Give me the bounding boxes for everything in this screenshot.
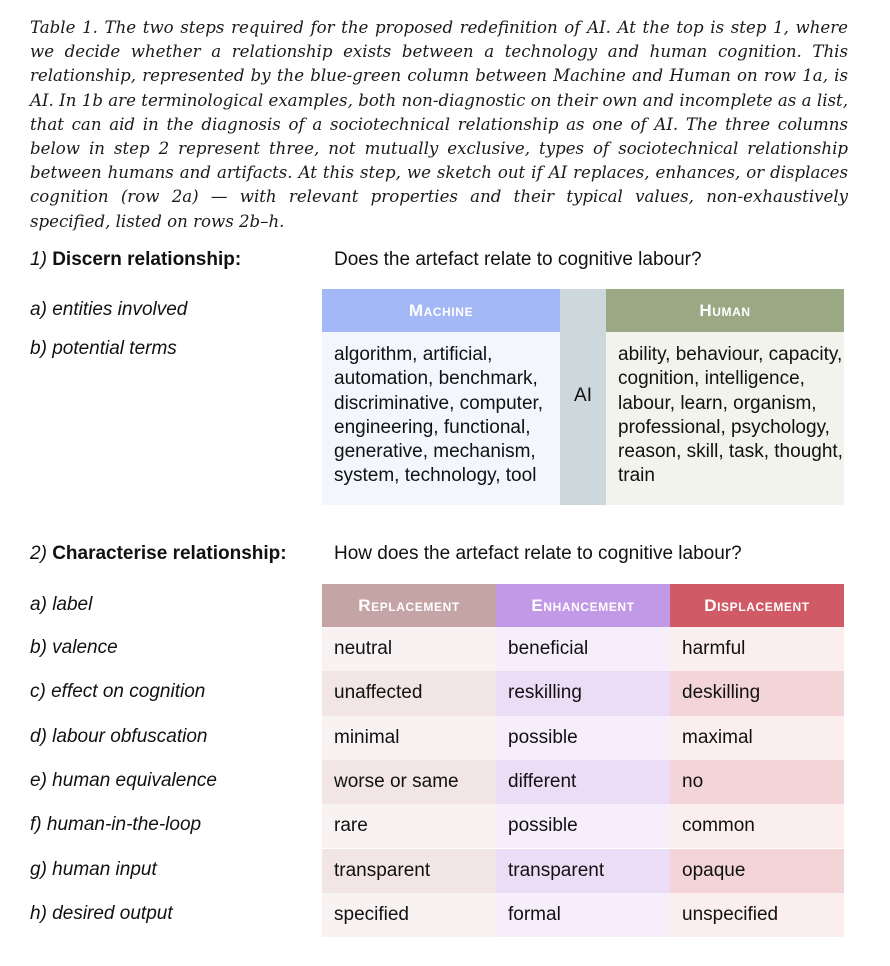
table-cell-enhancement: possible [496,716,670,760]
displacement-header: Displacement [670,584,844,627]
row-key: e) [30,769,47,791]
step1-heading [30,249,241,271]
step2-row-label [30,859,157,881]
machine-terms: algorithm, artificial, automation, benchmark, discriminative, computer, engineering, functional, generative, mechanism, system, technology, tool [322,332,560,505]
table-cell-enhancement: formal [496,893,670,937]
step2-row-label [30,814,201,836]
table-cell-replacement: unaffected [322,671,496,715]
step2-row-a-label: a) label [30,594,93,615]
step2-row-label [30,903,173,925]
replacement-header: Replacement [322,584,496,627]
table-cell-displacement: maximal [670,716,844,760]
step2-number: 2) [30,543,47,564]
row-label-text: valence [46,637,118,658]
step2-question: How does the artefact relate to cognitive labour? [334,543,742,564]
row-key: g) [30,858,47,880]
row-key: b) [30,637,47,658]
step1-question: Does the artefact relate to cognitive labour? [334,249,702,270]
step2-title: Characterise relationship: [52,543,287,564]
step2-row-label [30,770,217,792]
table-cell-enhancement: different [496,760,670,804]
table-cell-replacement: neutral [322,627,496,671]
row-label-text: human-in-the-loop [41,814,202,836]
table-cell-enhancement: reskilling [496,671,670,715]
step1-row-a-label: a) entities involved [30,299,188,320]
table-cell-replacement: rare [322,804,496,848]
step2-row-label [30,681,205,703]
row-label-text: human equivalence [46,769,217,791]
ai-column [560,289,606,505]
table-cell-enhancement: possible [496,804,670,848]
human-header: Human [606,289,844,332]
table-cell-displacement: deskilling [670,671,844,715]
table-cell-enhancement: beneficial [496,627,670,671]
table-cell-enhancement: transparent [496,849,670,893]
table-cell-displacement: opaque [670,849,844,893]
table-caption: Table 1. The two steps required for the proposed redefinition of AI. At the top is step 1, where we decide whether a relationship exists between a technology and human cognition. This relationship, represented by the blue-green column between Machine and Human on row 1a, is AI. In 1b are terminological examples, both non-diagnostic on their own and incomplete as a list, that can aid in the diagnosis of a sociotechnical relationship as one of AI. The three columns below in step 2 represent three, not mutually exclusive, types of sociotechnical relationship between humans and artifacts. At this step, we sketch out if AI replaces, enhances, or displaces cognition (row 2a) — with relevant properties and their typical values, non-exhaustively specified, listed on rows 2b–h. [30,18,848,231]
row-key: d) [30,725,47,747]
step2-row-label [30,637,118,659]
step2-row-label [30,726,207,748]
ai-label: AI [574,385,592,406]
table-cell-displacement: harmful [670,627,844,671]
row-key: f) [30,814,42,836]
row-label-text: effect on cognition [45,681,206,703]
row-label-text: desired output [46,902,173,924]
table-cell-replacement: specified [322,893,496,937]
table-cell-displacement: no [670,760,844,804]
step1-number: 1) [30,249,47,270]
row-label-text: labour obfuscation [46,725,208,747]
table-cell-replacement: minimal [322,716,496,760]
row-label-text: human input [46,858,157,880]
step1-title: Discern relationship: [52,249,242,270]
table-cell-displacement: common [670,804,844,848]
enhancement-header: Enhancement [496,584,670,627]
row-key: c) [30,681,46,703]
table-cell-displacement: unspecified [670,893,844,937]
row-key: h) [30,902,47,924]
machine-header: Machine [322,289,560,332]
step1-row-b-label: b) potential terms [30,338,177,359]
table-cell-replacement: worse or same [322,760,496,804]
step2-heading [30,543,287,565]
human-terms: ability, behaviour, capacity, cognition, intelligence, labour, learn, organism, professional, psychology, reason, skill, task, thought, train [606,332,844,505]
table-cell-replacement: transparent [322,849,496,893]
